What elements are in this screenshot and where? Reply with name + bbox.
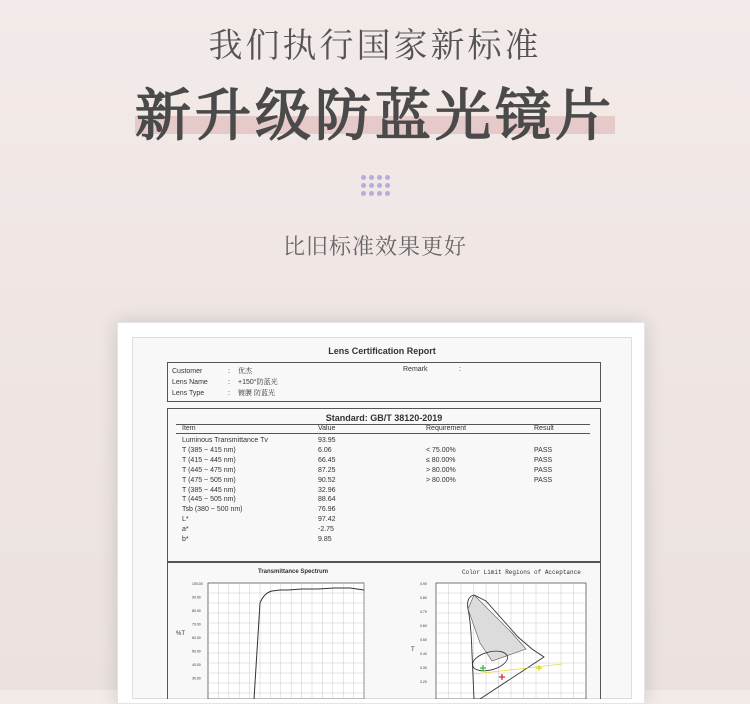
tick-label: 0.30: [420, 666, 427, 670]
tick-label: 90.00: [192, 595, 201, 600]
table-cell: < 75.00%: [426, 446, 456, 454]
table-cell: T (475 ~ 505 nm): [182, 476, 236, 484]
tick-label: 60.00: [192, 636, 201, 640]
table-row: [168, 536, 600, 546]
tick-label: 0.50: [420, 638, 427, 642]
table-cell: 66.45: [318, 456, 336, 464]
tagline: 比旧标准效果更好: [282, 235, 467, 260]
tick-label: 30.00: [192, 676, 201, 681]
spectrum-title: Transmittance Spectrum: [258, 569, 329, 575]
table-cell: 6.06: [318, 446, 332, 454]
table-cell: 97.42: [318, 516, 336, 524]
table-cell: Luminous Transmittance Tv: [182, 437, 268, 444]
decorative-dots-icon: [361, 175, 391, 195]
tick-label: 40.00: [192, 663, 201, 667]
table-cell: PASS: [534, 466, 553, 474]
table-row: [168, 447, 600, 457]
cie-chart: [168, 563, 600, 699]
lens-name-row: Lens Name : +150°防蓝光: [172, 379, 278, 386]
tick-label: 50.00: [192, 649, 201, 654]
charts-box: [167, 562, 601, 699]
table-cell: T (385 ~ 415 nm): [182, 446, 236, 454]
header-subtitle: 我们执行国家新标准: [208, 26, 542, 66]
table-row: [168, 467, 600, 477]
standard-results-box: [167, 408, 601, 562]
table-cell: T (415 ~ 445 nm): [182, 456, 236, 464]
table-row: [168, 526, 600, 536]
table-cell: 32.96: [318, 486, 336, 494]
table-row: [168, 516, 600, 526]
cie-ylabel: T: [411, 647, 415, 653]
table-cell: T (445 ~ 475 nm): [182, 466, 236, 474]
table-row: [168, 437, 600, 447]
table-cell: PASS: [534, 456, 553, 464]
divider: [176, 433, 590, 434]
table-cell: 9.85: [318, 536, 332, 543]
remark-row: Remark :: [403, 366, 461, 373]
table-cell: > 80.00%: [426, 466, 456, 474]
standard-title: Standard: GB/T 38120-2019: [325, 413, 443, 423]
table-row: [168, 487, 600, 497]
table-cell: -2.75: [318, 526, 334, 534]
table-cell: b*: [182, 536, 189, 543]
table-cell: PASS: [534, 476, 553, 484]
table-cell: PASS: [534, 446, 553, 454]
customer-info-box: [167, 362, 601, 402]
table-cell: 93.95: [318, 437, 336, 444]
tick-label: 0.20: [420, 680, 427, 684]
table-cell: 87.25: [318, 466, 336, 474]
tick-label: 70.00: [192, 622, 201, 627]
table-row: [168, 506, 600, 516]
page-title: 新升级防蓝光镜片: [135, 84, 615, 149]
lens-type-row: Lens Type : 镀膜 防蓝光: [172, 390, 275, 397]
table-cell: ≤ 80.00%: [426, 456, 456, 464]
col-header: Result: [534, 425, 554, 432]
report-title: Lens Certification Report: [328, 346, 436, 356]
col-header: Item: [182, 425, 196, 432]
divider: [176, 424, 590, 425]
lens-name-value: +150°防蓝光: [238, 379, 278, 386]
table-cell: T (445 ~ 505 nm): [182, 496, 236, 504]
col-header: Requirement: [426, 425, 467, 432]
table-cell: 88.64: [318, 496, 336, 504]
table-row: [168, 457, 600, 467]
tick-label: 0.90: [420, 582, 427, 586]
table-cell: a*: [182, 526, 189, 534]
title-block: [0, 72, 750, 152]
table-row: [168, 477, 600, 487]
certificate-frame: [117, 322, 645, 704]
table-cell: Tsb (380 ~ 500 nm): [182, 506, 243, 514]
lens-type-value: 镀膜 防蓝光: [238, 390, 275, 397]
tick-label: 0.60: [420, 624, 427, 628]
tick-label: 80.00: [192, 609, 201, 613]
tick-label: 0.70: [420, 610, 427, 614]
col-header: Value: [318, 425, 336, 432]
table-cell: L*: [182, 516, 189, 524]
certification-report: [132, 337, 632, 699]
spectrum-ylabel: %T: [176, 631, 185, 637]
table-cell: 76.96: [318, 506, 336, 514]
tick-label: 0.40: [420, 652, 427, 656]
table-cell: T (385 ~ 445 nm): [182, 486, 236, 494]
customer-row: Customer : 优杰: [172, 368, 252, 375]
tick-label: 0.80: [420, 596, 427, 600]
table-cell: > 80.00%: [426, 476, 456, 484]
table-cell: 90.52: [318, 476, 336, 484]
cie-title: Color Limit Regions of Acceptance: [462, 569, 581, 576]
customer-value: 优杰: [238, 368, 252, 375]
table-row: [168, 496, 600, 506]
tick-label: 100.00: [192, 582, 203, 586]
